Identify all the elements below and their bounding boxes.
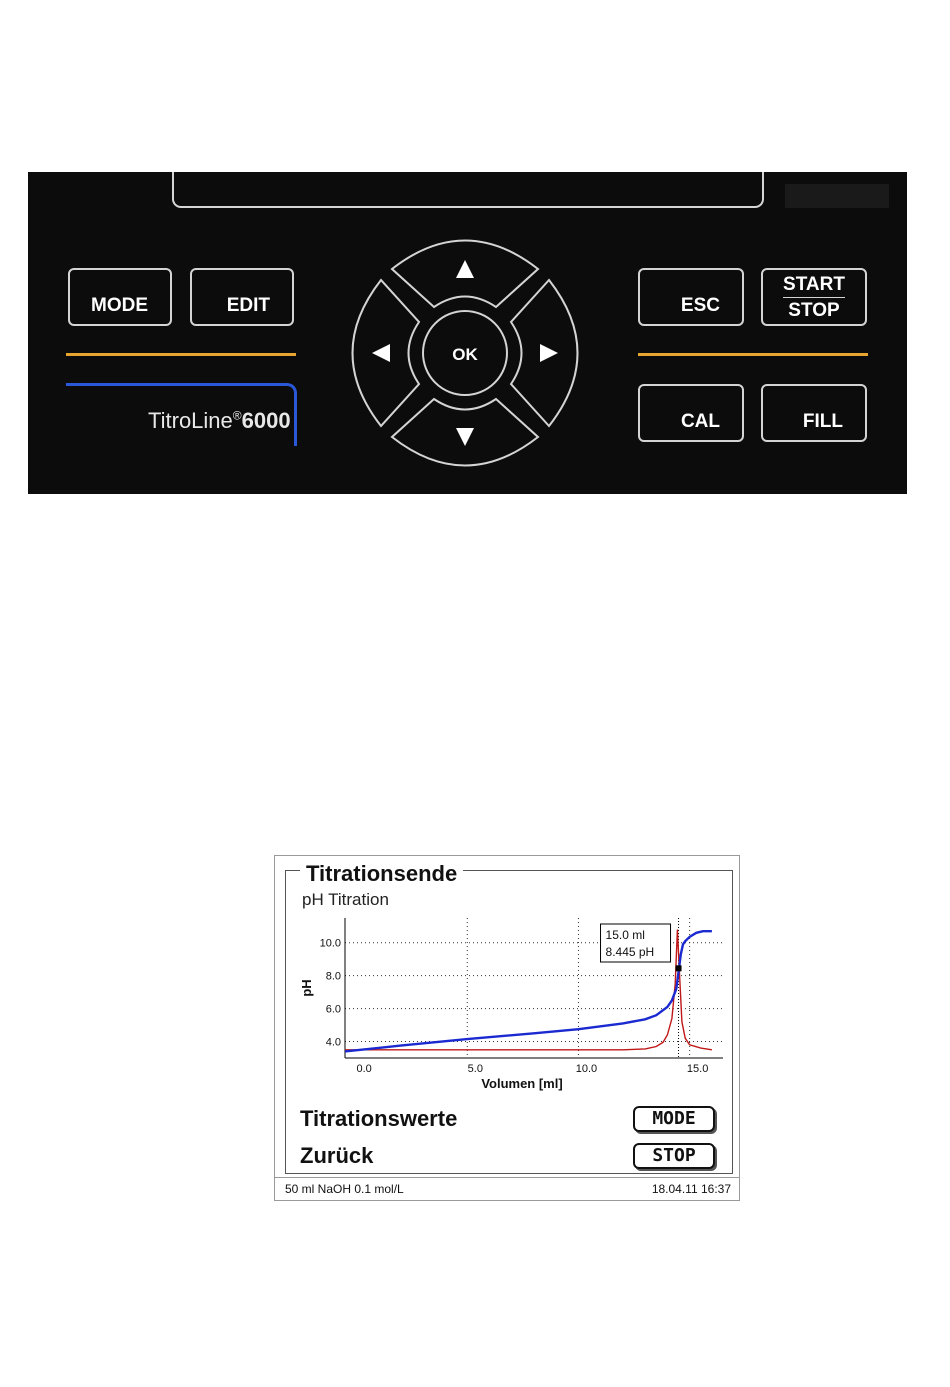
navigation-pad xyxy=(346,234,584,472)
amber-line-right xyxy=(638,353,868,356)
device-keypad xyxy=(28,172,907,494)
edit-button[interactable] xyxy=(190,268,294,326)
start-stop-divider xyxy=(783,297,845,298)
brand-mark: ® xyxy=(232,408,242,423)
mode-button[interactable] xyxy=(68,268,172,326)
right-arrow-icon xyxy=(540,344,558,362)
amber-line-left xyxy=(66,353,296,356)
callout-ph: 8.445 pH xyxy=(605,945,655,959)
stop-label: STOP xyxy=(788,300,840,321)
brand-logo xyxy=(148,408,291,434)
mode-softkey[interactable]: MODE xyxy=(633,1106,715,1132)
y-tick-label: 8.0 xyxy=(325,970,341,983)
start-label: START xyxy=(783,274,845,295)
screen-title: Titrationsende xyxy=(300,861,463,887)
cal-button-label: CAL xyxy=(680,411,720,432)
down-arrow-icon xyxy=(456,428,474,446)
titration-curve-chart xyxy=(275,856,741,1106)
fill-button-label: FILL xyxy=(802,411,843,432)
panel-mark xyxy=(785,184,889,208)
x-tick-label: 5.0 xyxy=(467,1063,483,1075)
x-tick-label: 15.0 xyxy=(686,1063,709,1075)
method-name: pH Titration xyxy=(302,890,389,909)
fill-button[interactable] xyxy=(761,384,867,442)
up-arrow-icon xyxy=(456,260,474,278)
mode-button-label: MODE xyxy=(91,295,148,316)
esc-button[interactable] xyxy=(638,268,744,326)
y-axis-label: pH xyxy=(299,979,314,997)
callout-volume: 15.0 ml xyxy=(605,928,645,942)
stop-softkey[interactable]: STOP xyxy=(633,1143,715,1169)
esc-button-label: ESC xyxy=(680,295,720,316)
brand-model: 6000 xyxy=(241,408,291,433)
equivalence-point-marker xyxy=(676,965,682,971)
ok-label: OK xyxy=(452,345,478,364)
titration-values-label: Titrationswerte xyxy=(300,1106,458,1131)
display-bezel xyxy=(172,172,764,208)
y-tick-label: 6.0 xyxy=(325,1003,341,1016)
start-stop-button[interactable] xyxy=(761,268,867,326)
y-tick-label: 4.0 xyxy=(325,1036,341,1049)
date-time: 18.04.11 16:37 xyxy=(651,1182,731,1196)
left-arrow-icon xyxy=(372,344,390,362)
status-bar xyxy=(275,1177,739,1200)
edit-button-label: EDIT xyxy=(226,295,270,316)
y-tick-label: 10.0 xyxy=(319,937,341,950)
x-tick-label: 0.0 xyxy=(356,1063,372,1075)
cal-button[interactable] xyxy=(638,384,744,442)
brand-name: TitroLine xyxy=(148,408,233,433)
reagent-info: 50 ml NaOH 0.1 mol/L xyxy=(285,1182,404,1196)
x-axis-label: Volumen [ml] xyxy=(481,1076,563,1091)
back-label: Zurück xyxy=(300,1143,374,1168)
titrator-screen xyxy=(274,855,740,1201)
x-tick-label: 10.0 xyxy=(575,1063,598,1075)
